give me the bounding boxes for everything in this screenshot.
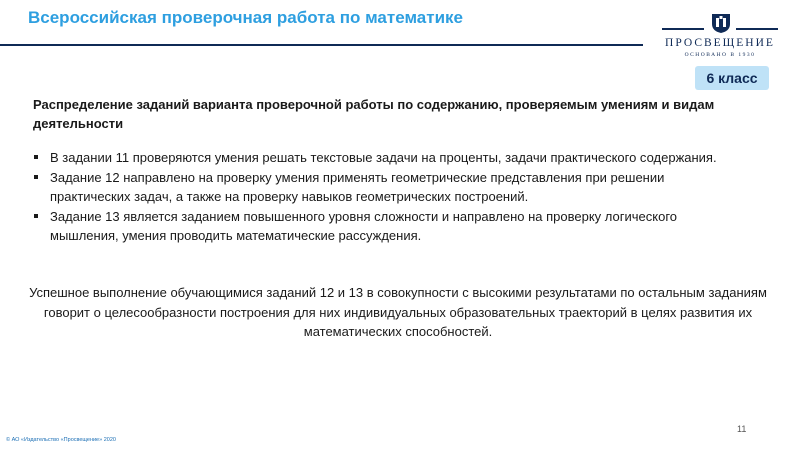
conclusion-paragraph: Успешное выполнение обучающимися заданий 12 и 13 в совокупности с высокими результатами по остальным заданиям говорит о целесообразности построения для них индивидуальных образовательных траекторий в целях развития их математических способностей.	[29, 285, 767, 339]
bullet-task-13: Задание 13 является заданием повышенного уровня сложности и направлено на проверку логического мышления, умения проводить математические рассуждения.	[33, 207, 745, 246]
logo-line-right	[736, 28, 778, 30]
publisher-logo	[650, 6, 790, 62]
logo-line-left	[662, 28, 704, 30]
bullet-task-11: В задании 11 проверяются умения решать текстовые задачи на проценты, задачи практического содержания.	[33, 148, 745, 168]
bullet-task-12: Задание 12 направлено на проверку умения применять геометрические представления при решении практических задач, а также на проверку навыков геометрических построений.	[33, 168, 745, 207]
logo-wordmark: ПРОСВЕЩЕНИЕ	[665, 37, 775, 49]
slide-title: Всероссийская проверочная работа по математике	[28, 8, 463, 27]
page-number: 11	[737, 424, 747, 434]
task-bullet-list	[33, 148, 745, 246]
header-divider	[0, 44, 643, 46]
copyright-notice: © АО «Издательство «Просвещение» 2020	[6, 437, 116, 443]
content-heading: Распределение заданий варианта проверочной работы по содержанию, проверяемым умениям и видам деятельности	[33, 97, 715, 131]
logo-tagline: ОСНОВАНО В 1930	[684, 52, 756, 58]
grade-badge: 6 класс	[695, 66, 769, 90]
shield-emblem-icon	[710, 12, 732, 34]
